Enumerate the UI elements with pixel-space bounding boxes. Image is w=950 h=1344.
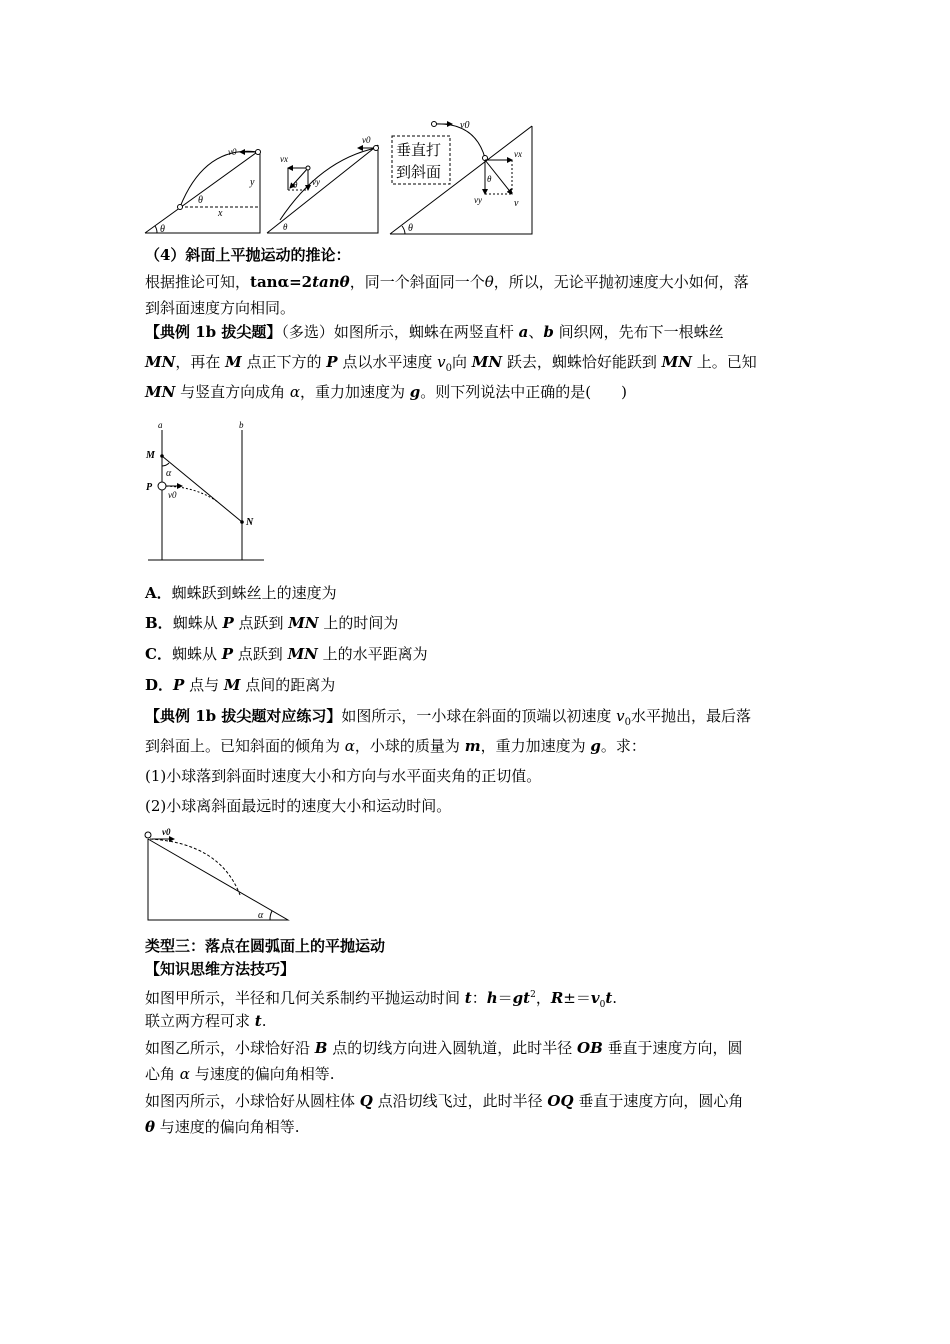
p3-vy: vy bbox=[474, 195, 482, 205]
type3-para-3 bbox=[145, 1038, 743, 1058]
p3-theta: θ bbox=[487, 174, 492, 184]
text: 上。已知 bbox=[691, 353, 757, 371]
text: 与速度的偏向角相等. bbox=[155, 1118, 300, 1136]
text: 如图丙所示，小球恰好从圆柱体 bbox=[145, 1092, 360, 1110]
label-v0: v0 bbox=[168, 490, 177, 500]
option-label: B． bbox=[145, 614, 173, 632]
text: 点以水平速度 bbox=[337, 353, 438, 371]
type3-para-6 bbox=[145, 1117, 300, 1137]
var: P bbox=[326, 353, 338, 371]
p3-vx: vx bbox=[514, 149, 522, 159]
text: 、 bbox=[528, 323, 544, 341]
text: 点正下方的 bbox=[241, 353, 327, 371]
option-label: A． bbox=[145, 584, 172, 602]
text: ，小球的质量为 bbox=[354, 737, 465, 755]
text: 上的时间为 bbox=[318, 614, 399, 632]
label-a: a bbox=[158, 420, 163, 430]
var: gt bbox=[512, 989, 531, 1007]
text: ，重力加速度为 bbox=[300, 383, 410, 401]
text: . bbox=[612, 989, 618, 1007]
option-label: D． bbox=[145, 676, 174, 694]
p1-y: y bbox=[250, 177, 255, 188]
text: 蜘蛛从 bbox=[171, 645, 222, 663]
var: g bbox=[590, 737, 601, 755]
text: 水平抛出，最后落 bbox=[631, 707, 752, 725]
text: 点沿切线飞过，此时半径 bbox=[372, 1092, 548, 1110]
text: 。则下列说法中正确的是( ) bbox=[420, 383, 628, 401]
p2-vx: vx bbox=[280, 154, 288, 164]
example-tag: 【典例 1b 拔尖题对应练习】 bbox=[145, 707, 342, 725]
var: P bbox=[173, 676, 185, 694]
text: 如图甲所示，半径和几何关系制约平抛运动时间 bbox=[145, 989, 465, 1007]
text: 向 bbox=[451, 353, 472, 371]
text: 点跃到 bbox=[233, 614, 289, 632]
var: h bbox=[486, 989, 498, 1007]
label-N: N bbox=[246, 517, 254, 528]
p2-vy: vy bbox=[312, 177, 320, 187]
var: B bbox=[314, 1039, 328, 1057]
p2-theta-base: θ bbox=[283, 222, 288, 232]
p2-v0: v0 bbox=[362, 135, 371, 145]
var: t bbox=[254, 1012, 262, 1030]
var: OB bbox=[577, 1039, 603, 1057]
p1-x: x bbox=[218, 208, 223, 219]
subscript: 0 bbox=[445, 363, 452, 374]
option-c[interactable] bbox=[145, 644, 428, 664]
p1-theta-base: θ bbox=[160, 224, 165, 235]
incline-figure bbox=[140, 825, 295, 925]
p3-v: v bbox=[514, 198, 519, 209]
label-b: b bbox=[239, 420, 244, 430]
var: m bbox=[464, 737, 481, 755]
var: g bbox=[409, 383, 421, 401]
text: ，重力加速度为 bbox=[480, 737, 591, 755]
p3-v0: v0 bbox=[460, 120, 470, 131]
var: v bbox=[590, 989, 600, 1007]
text: （多选）如图所示，蜘蛛在两竖直杆 bbox=[281, 323, 519, 341]
type3-heading: 类型三：落点在圆弧面上的平抛运动 bbox=[145, 937, 386, 955]
text: 如图乙所示，小球恰好沿 bbox=[145, 1039, 315, 1057]
text: 蜘蛛从 bbox=[172, 614, 223, 632]
question-2: (2)小球离斜面最远时的速度大小和运动时间。 bbox=[145, 797, 452, 815]
var: MN bbox=[471, 353, 503, 371]
label-v0: v0 bbox=[162, 827, 171, 837]
text: ＝ bbox=[497, 989, 513, 1007]
text: 联立两方程可求 bbox=[145, 1012, 255, 1030]
var-a: a bbox=[518, 323, 529, 341]
text: 垂直于速度方向，圆心角 bbox=[573, 1092, 744, 1110]
spider-figure bbox=[140, 418, 270, 566]
text: 点与 bbox=[184, 676, 224, 694]
text: 心角 bbox=[145, 1065, 180, 1083]
var: α bbox=[289, 383, 301, 401]
panel-1 bbox=[145, 150, 261, 234]
option-text: 蜘蛛跃到蛛丝上的速度为 bbox=[171, 584, 337, 602]
option-label: C． bbox=[145, 645, 172, 663]
question-1: (1)小球落到斜面时速度大小和方向与水平面夹角的正切值。 bbox=[145, 767, 542, 785]
var: MN bbox=[661, 353, 692, 371]
text: ±＝ bbox=[563, 989, 591, 1007]
var: MN bbox=[288, 614, 319, 632]
var: P bbox=[221, 645, 234, 663]
var: Q bbox=[359, 1092, 373, 1110]
p3-box-line2: 到斜面 bbox=[396, 165, 442, 181]
formula: tanα=2 bbox=[250, 273, 313, 291]
var: t bbox=[605, 989, 613, 1007]
text: 跃去，蜘蛛恰好能跃到 bbox=[502, 353, 662, 371]
inference-line-1 bbox=[145, 272, 749, 292]
text: 垂直于速度方向，圆 bbox=[602, 1039, 743, 1057]
text: 到斜面上。已知斜面的倾角为 bbox=[145, 737, 345, 755]
text: ，同一个斜面同一个 bbox=[349, 273, 485, 291]
superscript: 2 bbox=[530, 990, 536, 1000]
var: MN bbox=[287, 645, 318, 663]
p3-box-line1: 垂直打 bbox=[396, 143, 442, 159]
text: 与竖直方向成角 bbox=[175, 383, 290, 401]
text: 如图所示，一小球在斜面的顶端以初速度 bbox=[341, 707, 617, 725]
theta: θ bbox=[484, 273, 494, 291]
formula-italic: tanθ bbox=[312, 273, 350, 291]
example-1b-line-1 bbox=[145, 322, 724, 342]
var: OQ bbox=[547, 1092, 574, 1110]
var: θ bbox=[145, 1118, 156, 1136]
p1-v0: v0 bbox=[228, 147, 237, 157]
var: α bbox=[344, 737, 355, 755]
var: α bbox=[179, 1065, 190, 1083]
subscript: 0 bbox=[599, 1000, 606, 1010]
text: 与速度的偏向角相等. bbox=[189, 1065, 335, 1083]
p2-theta: θ bbox=[293, 180, 298, 190]
text: 根据推论可知， bbox=[145, 273, 251, 291]
label-alpha: α bbox=[166, 468, 172, 479]
text: 点间的距离为 bbox=[240, 676, 336, 694]
text: ， bbox=[535, 989, 551, 1007]
var: R bbox=[550, 989, 564, 1007]
var: M bbox=[225, 353, 242, 371]
example-tag: 【典例 1b 拔尖题】 bbox=[145, 323, 282, 341]
text: ，再在 bbox=[175, 353, 226, 371]
label-P: P bbox=[146, 482, 153, 493]
text: ： bbox=[471, 989, 487, 1007]
var: t bbox=[464, 989, 472, 1007]
example-1b-line-2 bbox=[145, 352, 757, 379]
example-2-line-2 bbox=[145, 736, 646, 756]
var: MN bbox=[145, 353, 176, 371]
var: v bbox=[437, 353, 446, 371]
text: . bbox=[261, 1012, 267, 1030]
inference-line-2: 到斜面速度方向相同。 bbox=[145, 299, 296, 317]
p3-theta-base: θ bbox=[408, 223, 413, 234]
text: 点的切线方向进入圆轨道，此时半径 bbox=[327, 1039, 578, 1057]
option-d[interactable] bbox=[145, 675, 335, 695]
example-2-line-1 bbox=[145, 706, 751, 733]
example-1b-line-3 bbox=[145, 382, 627, 402]
text: 上的水平距离为 bbox=[317, 645, 428, 663]
type3-subheading: 【知识思维方法技巧】 bbox=[145, 960, 296, 978]
text: 。求： bbox=[600, 737, 646, 755]
var: MN bbox=[145, 383, 176, 401]
var: P bbox=[222, 614, 234, 632]
text: 点跃到 bbox=[233, 645, 288, 663]
label-M: M bbox=[146, 450, 155, 461]
var-b: b bbox=[543, 323, 554, 341]
inference-heading: （4）斜面上平抛运动的推论： bbox=[145, 246, 351, 264]
label-alpha: α bbox=[258, 910, 264, 921]
type3-para-4 bbox=[145, 1064, 334, 1084]
subscript: 0 bbox=[624, 717, 632, 728]
var: v bbox=[616, 707, 625, 725]
type3-para-2 bbox=[145, 1011, 267, 1031]
option-a[interactable] bbox=[145, 583, 337, 603]
p1-theta: θ bbox=[198, 195, 203, 206]
text: ，所以，无论平抛初速度大小如何，落 bbox=[493, 273, 749, 291]
option-b[interactable] bbox=[145, 613, 398, 633]
type3-para-5 bbox=[145, 1091, 743, 1111]
incline-projectile-figure bbox=[140, 110, 540, 240]
text: 间织网，先布下一根蛛丝 bbox=[553, 323, 724, 341]
var: M bbox=[223, 676, 241, 694]
